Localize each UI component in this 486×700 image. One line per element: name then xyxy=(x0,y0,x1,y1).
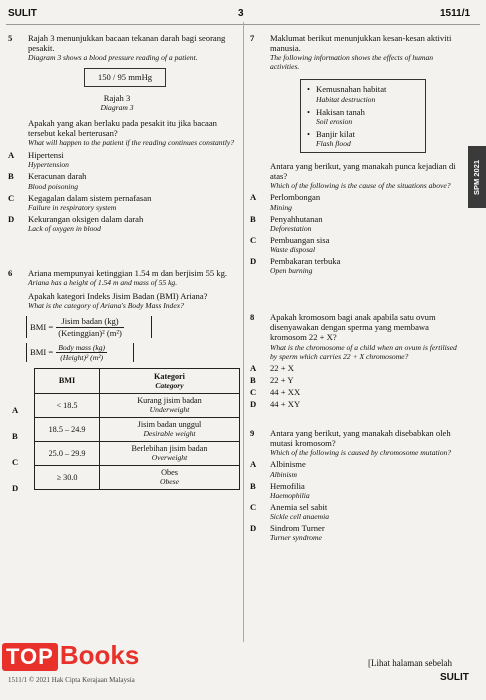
question-ask: Apakah kategori Indeks Jisim Badan (BMI) Ariana? xyxy=(28,291,208,302)
option-a[interactable]: A Perlombongan Mining xyxy=(250,192,321,212)
question-text: Rajah 3 menunjukkan bacaan tekanan darah bagi seorang pesakit. xyxy=(28,33,226,54)
effect-item: • Kemusnahan habitat Habitat destruction xyxy=(307,84,387,104)
question-text: Apakah kromosom bagi anak apabila satu ovum disenyawakan dengan sperma yang membawa kromosom 22 + X? xyxy=(270,312,436,343)
option-c[interactable]: C 44 + XX xyxy=(250,387,301,398)
question-ask-en: Which of the following is the cause of the situations above? xyxy=(270,181,451,191)
option-b[interactable]: B Keracunan darah Blood poisoning xyxy=(8,171,87,191)
question-ask-en: What will happen to the patient if the reading continues constantly? xyxy=(28,138,234,148)
question-number: 5 xyxy=(8,33,13,43)
question-ask: Apakah yang akan berlaku pada pesakit itu jika bacaan tersebut kekal berterusan? xyxy=(28,117,217,139)
question-ask-en: What is the category of Ariana's Body Mass Index? xyxy=(28,301,184,311)
bmi-formula-ms: BMI = Jisim badan (kg) (Ketinggian)² (m²) xyxy=(26,316,152,337)
question-text-en: Which of the following is caused by chromosome mutation? xyxy=(270,448,452,458)
next-page-note: [Lihat halaman sebelah xyxy=(368,658,452,668)
question-7 xyxy=(250,33,460,275)
effect-item: • Hakisan tanah Soil erosion xyxy=(307,106,365,126)
paper-code: 1511/1 xyxy=(440,8,471,19)
effects-box xyxy=(300,79,426,153)
th-bmi: BMI xyxy=(35,368,100,393)
bmi-category: Jisim badan unggul Desirable weight xyxy=(100,417,240,441)
question-6 xyxy=(8,268,236,493)
question-number: 7 xyxy=(250,33,255,43)
bmi-table xyxy=(34,368,240,490)
bmi-category: Kurang jisim badan Underweight xyxy=(100,393,240,417)
bmi-category: Obes Obese xyxy=(100,465,240,489)
question-text: Antara yang berikut, yang manakah disebabkan oleh mutasi kromosom? xyxy=(270,428,451,449)
effect-item: • Banjir kilat Flash flood xyxy=(307,128,355,149)
option-c[interactable]: C xyxy=(12,456,19,467)
option-b[interactable]: B xyxy=(12,430,18,441)
question-text-en: What is the chromosome of a child when an ovum is fertilised by sperm which carries 22 + X chromosome? xyxy=(270,342,457,361)
footer-sulit: SULIT xyxy=(440,672,469,683)
question-text-en: Diagram 3 shows a blood pressure reading of a patient. xyxy=(28,53,198,63)
option-d[interactable]: D Sindrom Turner Turner syndrome xyxy=(250,523,325,543)
bmi-category: Berlebihan jisim badan Overweight xyxy=(100,441,240,465)
question-number: 9 xyxy=(250,428,255,438)
topbooks-logo: TOP Books xyxy=(2,640,139,671)
bmi-range: 25.0 – 29.9 xyxy=(35,441,100,465)
question-text: Ariana mempunyai ketinggian 1.54 m dan berjisim 55 kg. xyxy=(28,268,228,278)
option-c[interactable]: C Pembuangan sisa Waste disposal xyxy=(250,234,330,255)
diagram-caption-en: Diagram 3 xyxy=(100,102,134,112)
question-number: 6 xyxy=(8,268,13,278)
bmi-range: < 18.5 xyxy=(35,393,100,417)
option-c[interactable]: C Kegagalan dalam sistem pernafasan Failure in respiratory system xyxy=(8,192,152,212)
th-category: Kategori Category xyxy=(100,368,240,393)
bmi-range: ≥ 30.0 xyxy=(35,465,100,489)
question-8 xyxy=(250,312,460,409)
question-number: 8 xyxy=(250,312,255,322)
option-d[interactable]: D Kekurangan oksigen dalam darah Lack of oxygen in blood xyxy=(8,213,144,234)
option-a[interactable]: A Hipertensi Hypertension xyxy=(8,150,69,170)
copyright: 1511/1 © 2021 Hak Cipta Kerajaan Malaysia xyxy=(8,676,135,684)
option-d[interactable]: D Pembakaran terbuka Open burning xyxy=(250,256,341,276)
question-5 xyxy=(8,33,236,233)
bp-reading-box: 150 / 95 mmHg xyxy=(84,68,166,86)
option-a[interactable]: A Albinisme Albinism xyxy=(250,459,306,479)
option-c[interactable]: C Anemia sel sabit Sickle cell anaemia xyxy=(250,501,330,522)
column-divider xyxy=(243,22,244,642)
question-text-en: The following information shows the effects of human activities. xyxy=(270,53,434,72)
bmi-range: 18.5 – 24.9 xyxy=(35,417,100,441)
question-ask: Antara yang berikut, yang manakah punca kejadian di atas? xyxy=(270,161,456,182)
diagram-caption: Rajah 3 xyxy=(103,92,131,103)
option-b[interactable]: B Hemofilia Haemophilia xyxy=(250,480,310,500)
question-text: Maklumat berikut menunjukkan kesan-kesan aktiviti manusia. xyxy=(270,33,452,54)
option-d[interactable]: D xyxy=(12,482,19,493)
page-number: 3 xyxy=(238,8,244,19)
bmi-formula-en: BMI = Body mass (kg) (Height)² (m²) xyxy=(26,343,134,362)
question-9 xyxy=(250,428,460,542)
option-a[interactable]: A 22 + X xyxy=(250,362,294,373)
option-b[interactable]: B 22 + Y xyxy=(250,374,294,385)
header-sulit: SULIT xyxy=(8,8,37,19)
option-a[interactable]: A xyxy=(12,404,19,415)
option-b[interactable]: B Penyahhutanan Deforestation xyxy=(250,213,323,233)
option-d[interactable]: D 44 + XY xyxy=(250,399,301,410)
question-text-en: Ariana has a height of 1.54 m and mass of 55 kg. xyxy=(28,278,178,288)
side-tab: SPM 2021 xyxy=(468,146,486,208)
